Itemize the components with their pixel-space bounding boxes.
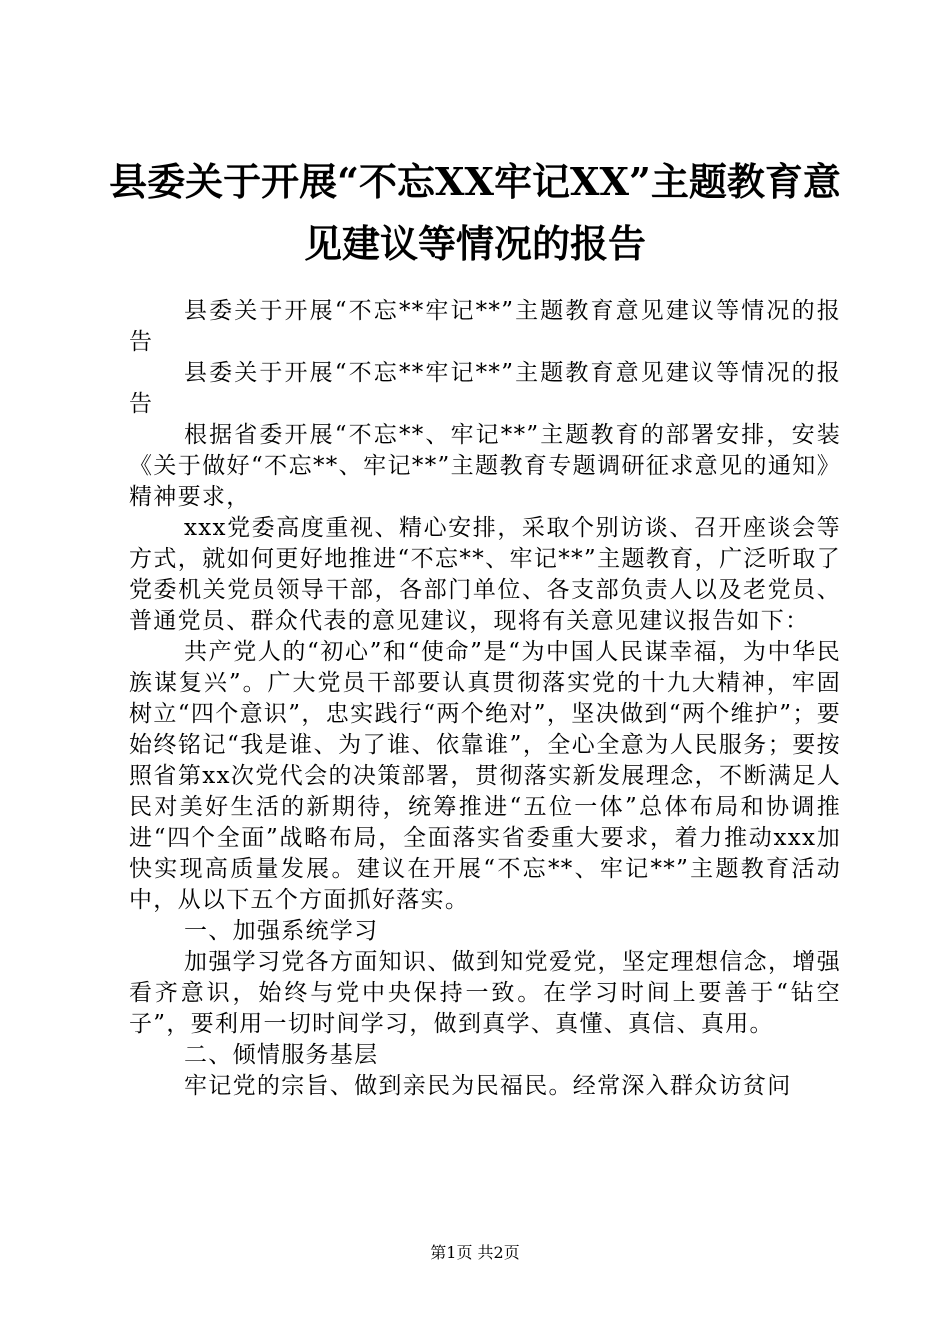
document-title-line-1: 县委关于开展“不忘XX牢记XX”主题教育意 xyxy=(109,159,841,204)
paragraph: 加强学习党各方面知识、做到知党爱党，坚定理想信念，增强看齐意识，始终与党中央保持一致。在学习时间上要善于“钻空子”，要利用一切时间学习，做到真学、真懂、真信、真用。 xyxy=(129,949,841,1037)
paragraph: 根据省委开展“不忘**、牢记**”主题教育的部署安排，安装《关于做好“不忘**、牢记**”主题教育专题调研征求意见的通知》精神要求， xyxy=(129,422,841,510)
document-body xyxy=(129,296,841,1102)
section-heading: 一、加强系统学习 xyxy=(184,918,379,944)
section-heading: 二、倾情服务基层 xyxy=(184,1042,379,1068)
paragraph: xxx党委高度重视、精心安排，采取个别访谈、召开座谈会等方式，就如何更好地推进“不忘**、牢记**”主题教育，广泛听取了党委机关党员领导干部，各部门单位、各支部负责人以及老党员、普通党员、群众代表的意见建议，现将有关意见建议报告如下： xyxy=(129,515,841,634)
page-footer: 第1页 共2页 xyxy=(430,1243,520,1262)
paragraph: 共产党人的“初心”和“使命”是“为中国人民谋幸福，为中华民族谋复兴”。广大党员干部要认真贯彻落实党的十九大精神，牢固树立“四个意识”，忠实践行“两个绝对”，坚决做到“两个维护”；要始终铭记“我是谁、为了谁、依靠谁”，全心全意为人民服务；要按照省第xx次党代会的决策部署，贯彻落实新发展理念，不断满足人民对美好生活的新期待，统筹推进“五位一体”总体布局和协调推进“四个全面”战略布局，全面落实省委重大要求，着力推动xxx加快实现高质量发展。建议在开展“不忘**、牢记**”主题教育活动中，从以下五个方面抓好落实。 xyxy=(129,639,841,913)
document-title-line-2: 见建议等情况的报告 xyxy=(303,221,646,266)
paragraph: 县委关于开展“不忘**牢记**”主题教育意见建议等情况的报告 xyxy=(129,298,841,355)
paragraph: 牢记党的宗旨、做到亲民为民福民。经常深入群众访贫问 xyxy=(184,1073,792,1099)
paragraph: 县委关于开展“不忘**牢记**”主题教育意见建议等情况的报告 xyxy=(129,360,841,417)
